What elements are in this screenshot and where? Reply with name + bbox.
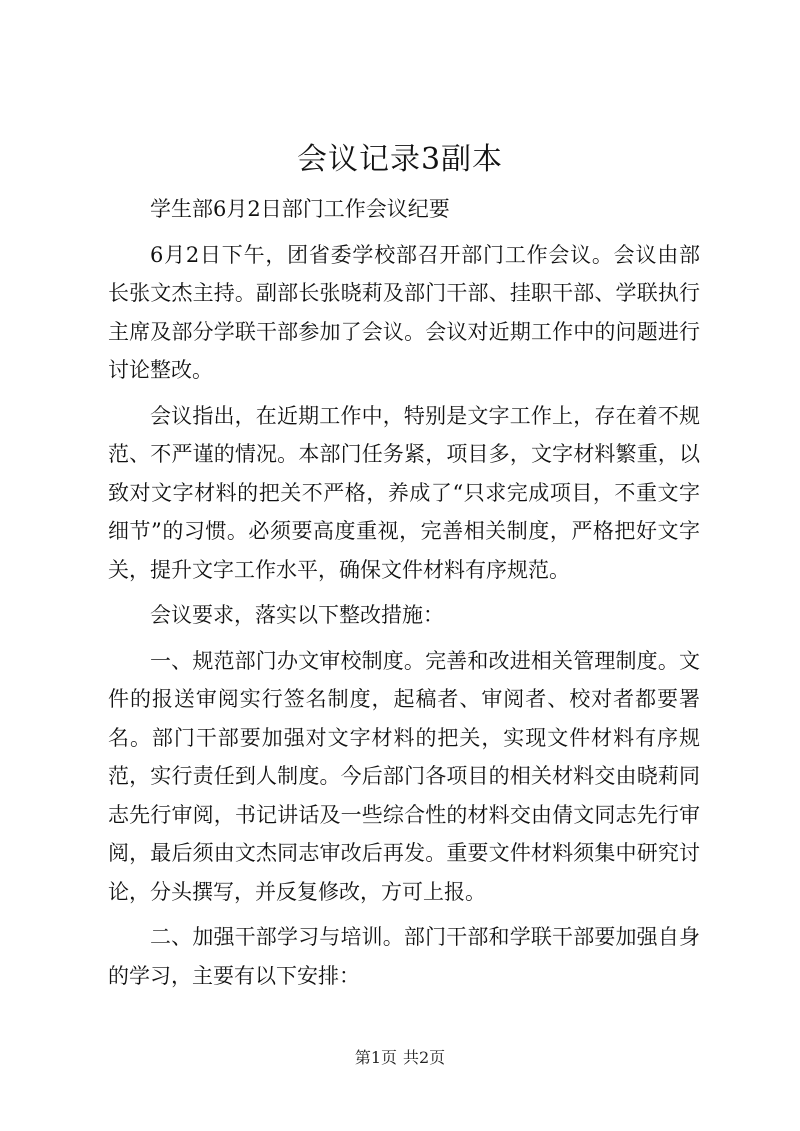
page-number: 第1页 — [354, 1048, 397, 1067]
paragraph-requirements-intro: 会议要求，落实以下整改措施： — [150, 603, 444, 627]
paragraph-subtitle: 学生部6月2日部门工作会议纪要 — [150, 197, 450, 221]
document-body — [108, 190, 700, 1002]
paragraph-measure-two: 二、加强干部学习与培训。部门干部和学联干部要加强自身的学习，主要有以下安排： — [108, 925, 700, 988]
document-title: 会议记录3副本 — [296, 142, 504, 177]
paragraph-measure-one: 一、规范部门办文审校制度。完善和改进相关管理制度。文件的报送审阅实行签名制度，起稿者、审阅者、校对者都要署名。部门干部要加强对文字材料的把关，实现文件材料有序规范，实行责任到人制度。今后部门各项目的相关材料交由晓莉同志先行审阅，书记讲话及一些综合性的材料交由倩文同志先行审阅，最后须由文杰同志审改后再发。重要文件材料须集中研究讨论，分头撰写，并反复修改，方可上报。 — [108, 648, 700, 904]
paragraph-meeting-intro: 6月2日下午，团省委学校部召开部门工作会议。会议由部长张文杰主持。副部长张晓莉及部门干部、挂职干部、学联执行主席及部分学联干部参加了会议。会议对近期工作中的问题进行讨论整改。 — [108, 242, 700, 382]
page-footer — [0, 1048, 800, 1068]
page-total: 共2页 — [403, 1048, 446, 1067]
paragraph-meeting-findings: 会议指出，在近期工作中，特别是文字工作上，存在着不规范、不严谨的情况。本部门任务紧，项目多，文字材料繁重，以致对文字材料的把关不严格，养成了“只求完成项目，不重文字细节”的习惯。必须要高度重视，完善相关制度，严格把好文字关，提升文字工作水平，确保文件材料有序规范。 — [108, 403, 700, 582]
